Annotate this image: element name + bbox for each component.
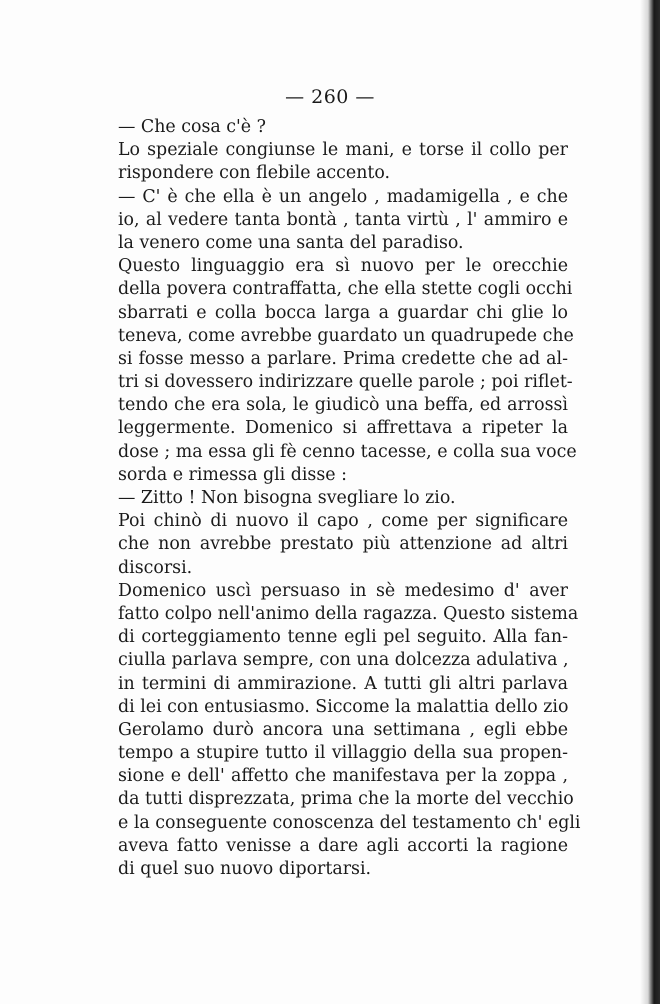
text-line: tendo che era sola, le giudicò una beffa, ed arrossì: [118, 395, 568, 416]
text-line: si fosse messo a parlare. Prima credette che ad al-: [118, 348, 568, 369]
text-line: e la conseguente conoscenza del testamento ch' egli: [118, 812, 581, 833]
text-line: della povera contraffatta, che ella stette cogli occhi: [118, 279, 573, 300]
text-line: — Che cosa c'è ?: [118, 117, 266, 137]
text-line: sbarrati e colla bocca larga a guardar chi glie lo: [118, 302, 568, 323]
text-line: Gerolamo durò ancora una settimana , egli ebbe: [118, 719, 568, 740]
text-line: dose ; ma essa gli fè cenno tacesse, e colla sua voce: [118, 441, 577, 462]
text-line: leggermente. Domenico si affrettava a ripeter la: [118, 418, 568, 439]
text-line: in termini di ammirazione. A tutti gli altri parlava: [118, 673, 568, 694]
text-line: aveva fatto venisse a dare agli accorti la ragione: [118, 835, 568, 856]
text-line: di lei con entusiasmo. Siccome la malattia dello zio: [118, 696, 569, 717]
text-line: Domenico uscì persuaso in sè medesimo d' aver: [118, 580, 568, 601]
page-number: — 260 —: [285, 86, 375, 108]
text-line: tempo a stupire tutto il villaggio della sua propen-: [118, 743, 568, 764]
text-line: — C' è che ella è un angelo , madamigella , e che: [118, 186, 568, 207]
text-line: che non avrebbe prestato più attenzione ad altri: [118, 534, 568, 555]
page-edge-shadow: [640, 0, 660, 1004]
text-line: Lo speziale congiunse le mani, e torse il collo per: [118, 140, 568, 161]
text-line: sione e dell' affetto che manifestava per la zoppa ,: [118, 766, 568, 787]
text-line: sorda e rimessa gli disse :: [118, 464, 347, 485]
text-line: da tutti disprezzata, prima che la morte del vecchio: [118, 789, 574, 810]
text-line: — Zitto ! Non bisogna svegliare lo zio.: [118, 488, 456, 508]
body-text: [118, 116, 581, 881]
text-line: ciulla parlava sempre, con una dolcezza adulativa ,: [118, 650, 569, 671]
text-line: tri si dovessero indirizzare quelle parole ; poi riflet-: [118, 372, 573, 393]
text-line: teneva, come avrebbe guardato un quadrupede che: [118, 325, 574, 346]
text-line: di corteggiamento tenne egli pel seguito. Alla fan-: [118, 627, 568, 648]
text-line: fatto colpo nell'animo della ragazza. Questo sistema: [118, 603, 579, 624]
text-line: discorsi.: [118, 557, 193, 578]
text-line: io, al vedere tanta bontà , tanta virtù , l' ammiro e: [118, 209, 568, 230]
text-line: Poi chinò di nuovo il capo , come per significare: [118, 511, 568, 532]
text-line: rispondere con flebile accento.: [118, 163, 391, 184]
text-line: di quel suo nuovo diportarsi.: [118, 859, 372, 879]
text-line: la venero come una santa del paradiso.: [118, 232, 464, 253]
text-line: Questo linguaggio era sì nuovo per le orecchie: [118, 256, 568, 277]
